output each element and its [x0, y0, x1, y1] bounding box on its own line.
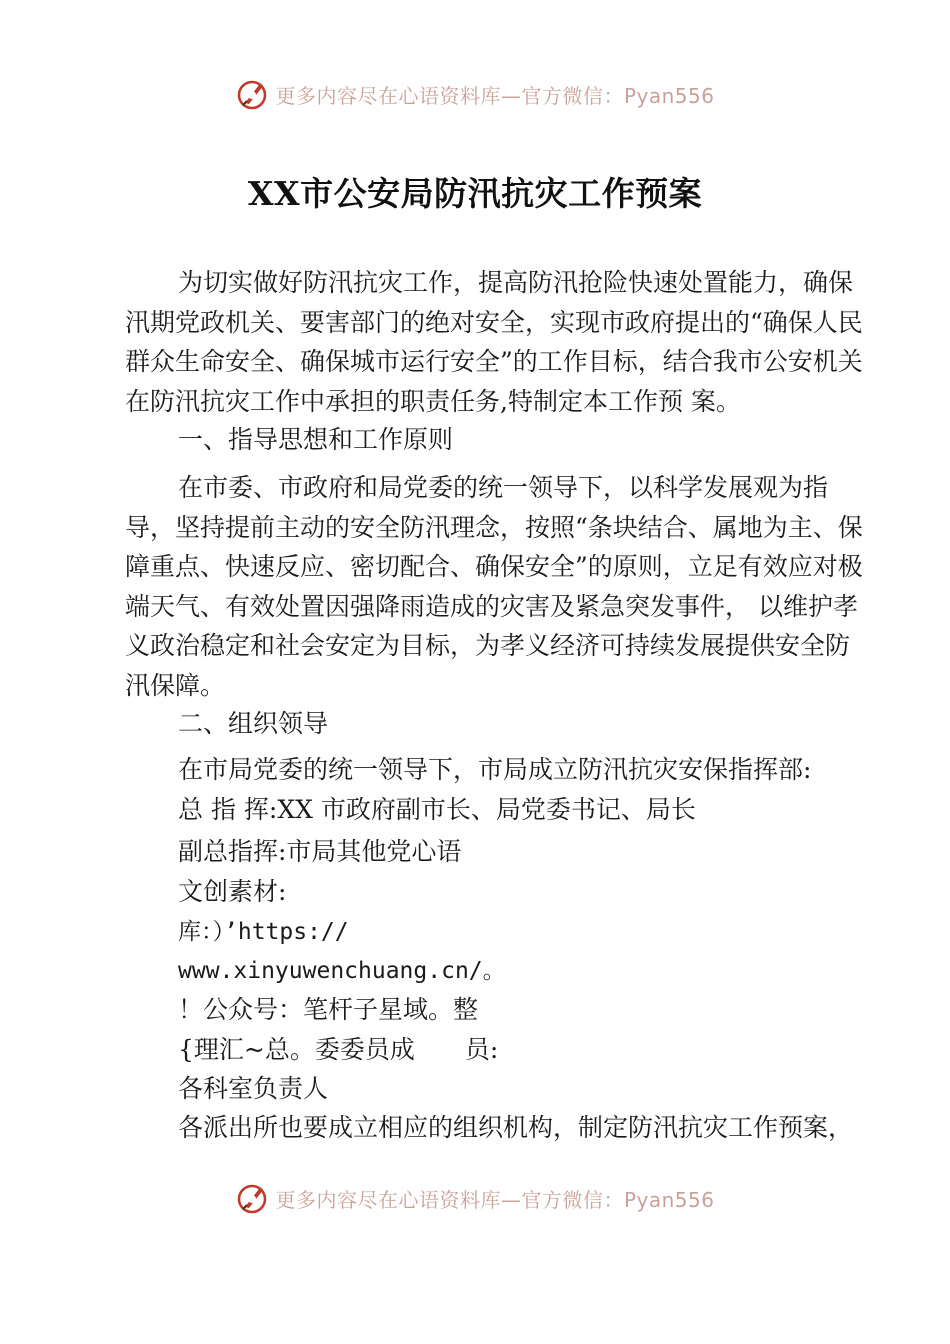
- body-line-4: 文创素材:: [178, 877, 287, 906]
- document-title: XX市公安局防汛抗灾工作预案: [247, 174, 703, 213]
- section-2-heading: 二、组织领导: [178, 709, 329, 738]
- quill-pen-logo-icon: [235, 1181, 269, 1215]
- header-watermark-text: 更多内容尽在心语资料库—官方微信：Pyan556: [275, 83, 715, 108]
- quill-pen-logo-icon: [235, 77, 269, 111]
- footer-watermark-banner: [0, 1178, 950, 1218]
- section-1-heading: 一、指导思想和工作原则: [178, 425, 454, 454]
- header-watermark-banner: [0, 74, 950, 114]
- body-line-10: 各派出所也要成立相应的组织机构，制定防汛抗灾工作预案，: [178, 1113, 854, 1142]
- body-line-2: 总 指 挥:XX 市政府副市长、局党委书记、局长: [178, 795, 696, 824]
- body-line-5: 库：）’https://: [178, 919, 349, 945]
- footer-watermark-text: 更多内容尽在心语资料库—官方微信：Pyan556: [275, 1187, 715, 1212]
- intro-paragraph: 为切实做好防汛抗灾工作，提高防汛抢险快速处置能力，确保汛期党政机关、要害部门的绝对安全，实现市政府提出的“确保人民群众生命安全、确保城市运行安全”的工作目标，结合我市公安机关在防汛抗灾工作中承担的职责任务,特制定本工作预 案。: [125, 268, 863, 416]
- section-1-body: 在市委、市政府和局党委的统一领导下，以科学发展观为指导，坚持提前主动的安全防汛理念，按照“条块结合、属地为主、保障重点、快速反应、密切配合、确保安全”的原则，立足有效应对极端天气、有效处置因强降雨造成的灾害及紧急突发事件， 以维护孝义政治稳定和社会安定为目标，为孝义经济可持续发展提供安全防汛保障。: [125, 473, 863, 700]
- body-line-7: ！公众号：笔杆子星域。整: [178, 995, 479, 1024]
- body-line-9: 各科室负责人: [178, 1074, 329, 1103]
- body-line-1: 在市局党委的统一领导下，市局成立防汛抗灾安保指挥部:: [178, 755, 812, 784]
- body-line-6-url: www.xinyuwenchuang.cn/。: [178, 958, 506, 984]
- body-line-3: 副总指挥:市局其他党心语: [178, 837, 462, 866]
- body-line-8: {理汇~总。委委员成 员:: [178, 1035, 499, 1064]
